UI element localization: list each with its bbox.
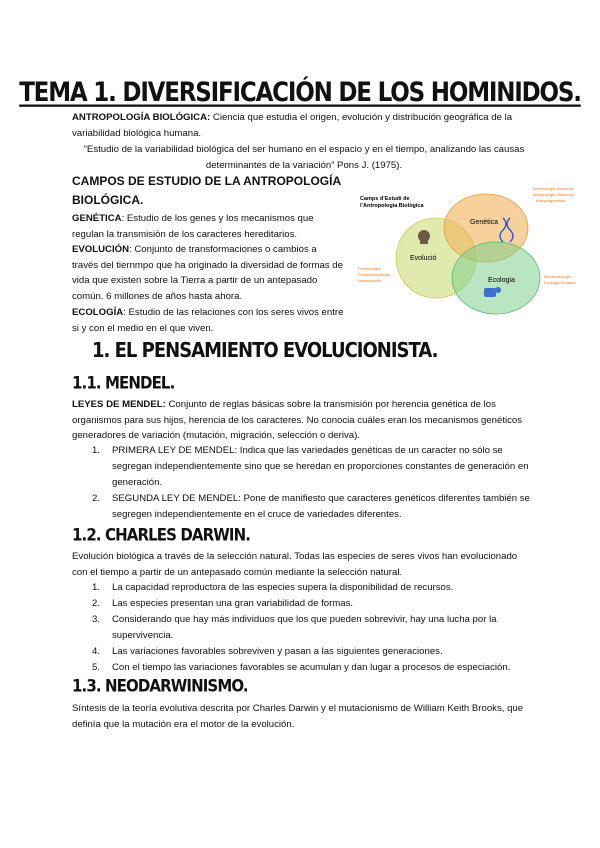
list-item-number: 3. <box>92 614 101 625</box>
circle-label-genetica: Genètica <box>470 219 499 226</box>
side-label-left-1: Primatologia <box>358 266 381 271</box>
subsection-heading-mendel: 1.1. MENDEL. <box>72 373 175 393</box>
genetica-definition <box>72 211 344 242</box>
list-item-text: Las variaciones favorables sobreviven y pasan a las siguientes generaciones. <box>112 646 443 657</box>
circle-label-ecologia: Ecologia <box>488 277 515 284</box>
neodarwinismo-text: Síntesis de la teoría evolutiva descrita por Charles Darwin y el mutacionismo de William Keith Brooks, que definía que la mutación era el motor de la evolución. <box>72 703 524 730</box>
intro-text: Ciencia que estudia el origen, evolución y distribución geográfica de la variabilidad biológica humana. <box>72 112 513 139</box>
list-item <box>92 644 532 660</box>
mendel-definition <box>72 397 532 444</box>
list-item-number: 4. <box>92 646 101 657</box>
side-label-right-2: Ecologia Humana <box>544 280 576 285</box>
circle-label-evolucio: Evolució <box>410 255 437 262</box>
evolucion-definition <box>72 242 344 304</box>
list-item <box>92 580 532 596</box>
mendel-term: LEYES DE MENDEL: <box>72 399 166 410</box>
side-label-right-1: Bioclimatologia <box>544 274 571 279</box>
darwin-intro: Evolución biológica a través de la selección natural. Todas las especies de seres vivos han evolucionado con el tiempo a partir de un antepasado común mediante la selección natural. <box>72 551 518 578</box>
list-item <box>92 660 532 676</box>
ecologia-term: ECOLOGÍA <box>72 307 124 318</box>
list-item-number: 2. <box>92 493 101 504</box>
genetica-term: GENÉTICA <box>72 213 122 224</box>
list-item-number: 1. <box>92 582 101 593</box>
list-item-number: 5. <box>92 662 101 673</box>
list-item <box>92 443 532 491</box>
ecologia-definition <box>72 305 352 336</box>
section-heading-pensamiento: 1. EL PENSAMIENTO EVOLUCIONISTA. <box>92 338 438 363</box>
page-title: TEMA 1. DIVERSIFICACIÓN DE LOS HOMINIDOS. <box>19 78 581 108</box>
darwin-principles-list <box>92 580 532 676</box>
list-item-text: Con el tiempo las variaciones favorables se acumulan y dan lugar a procesos de especiación. <box>112 662 511 673</box>
list-item-text: Las especies presentan una gran variabilidad de formas. <box>112 598 354 609</box>
side-label-left-3: Hominització <box>358 278 381 283</box>
list-item <box>92 596 532 612</box>
campos-venn-diagram <box>358 180 588 320</box>
genetica-text: : Estudio de los genes y los mecanismos que regulan la transmisión de los caracteres hereditarios. <box>72 213 314 240</box>
list-item-text: SEGUNDA LEY DE MENDEL: Pone de manifiesto que caracteres genéticos diferentes también se segregen independientemente en el cruce de variedades diferentes. <box>112 493 530 520</box>
evolucion-term: EVOLUCIÓN <box>72 244 130 255</box>
side-label-left-2: Paleoantropologia <box>358 272 391 277</box>
list-item-text: Considerando que hay más individuos que los que pueden sobrevivir, hay una lucha por la supervivencia. <box>112 614 497 641</box>
list-item-number: 2. <box>92 598 101 609</box>
diagram-caption-line2: l’Antropologia Biològica <box>360 203 424 209</box>
side-label-top-3: Antropogenètica <box>536 198 566 203</box>
list-item-text: La capacidad reproductora de las especies supera la disponibilidad de recursos. <box>112 582 454 593</box>
ecologia-text: : Estudio de las relaciones con los seres vivos entre si y con el medio en el que viven. <box>72 307 344 334</box>
list-item-number: 1. <box>92 445 101 456</box>
intro-quote: “Estudio de la variabilidad biológica del ser humano en el espacio y en el tiempo, analizando las causas determinantes de la variación” Pons J. (1975). <box>83 144 525 171</box>
evolucion-text: : Conjunto de transformaciones o cambios a través del tiernmpo que ha originado la diversidad de formas de vida que existen sobre la Tierra a partir de un antepasado común. 6 millones de años hasta ahora. <box>72 244 343 302</box>
campos-heading: CAMPOS DE ESTUDIO DE LA ANTROPOLOGÍA BIOLÓGICA. <box>72 174 341 207</box>
intro-definition <box>72 110 530 141</box>
subsection-heading-darwin: 1.2. CHARLES DARWIN. <box>72 525 251 545</box>
list-item-text: PRIMERA LEY DE MENDEL: Indica que las variedades genéticas de un caracter no sólo se segregan independientemente sino que se heredan en proporciones constantes de generación en generación. <box>112 445 529 488</box>
intro-term: ANTROPOLOGÍA BIOLÓGICA: <box>72 112 211 123</box>
mendel-text: Conjunto de reglas básicas sobre la transmisión por herencia genética de los organismos para sus hijos, herencia de los caracteres. No conocia cuáles eran los mecanismos genéticos generadores de variación (mutación, migración, selección o deriva). <box>72 399 523 441</box>
subsection-heading-neodarwinismo: 1.3. NEODARWINISMO. <box>72 676 248 696</box>
side-label-top-2: Antropologia Molecular <box>533 192 574 197</box>
mendel-laws-list <box>92 443 532 523</box>
side-label-top-1: Antropologia Molecular <box>533 186 574 191</box>
list-item <box>92 491 532 523</box>
diagram-caption-line1: Camps d’Estudi de <box>360 196 410 202</box>
list-item <box>92 612 532 644</box>
